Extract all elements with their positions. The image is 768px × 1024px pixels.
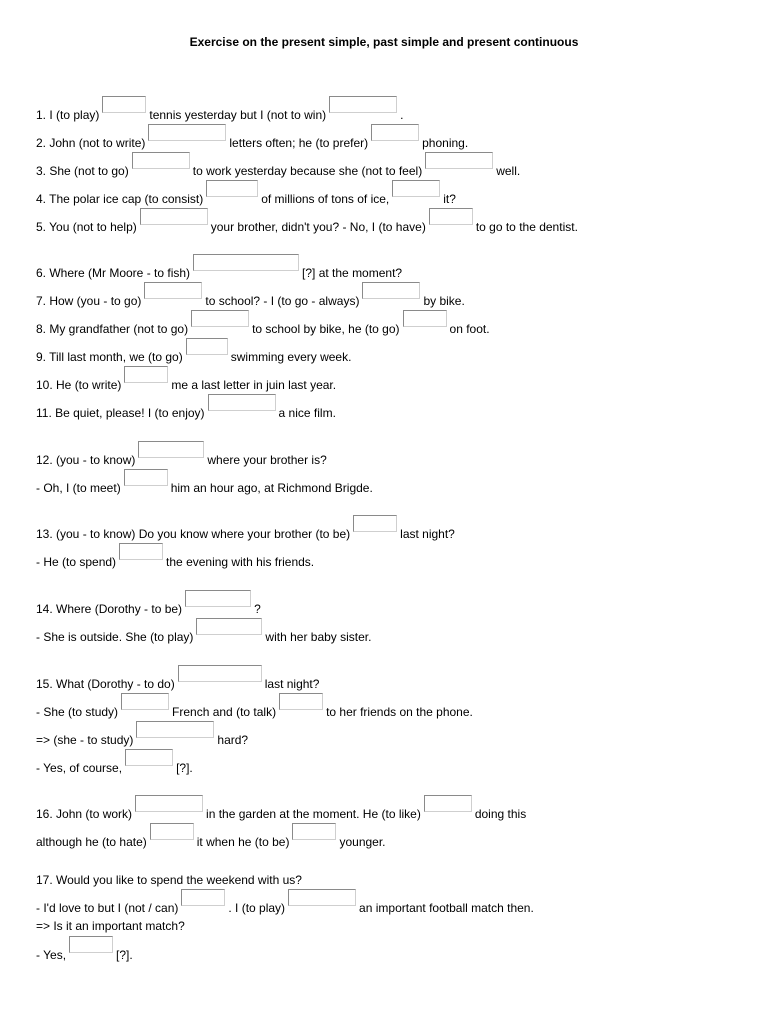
exercise-text: me a last letter in juin last year. <box>171 378 337 392</box>
exercise-text: to school? - I (to go - always) <box>205 294 360 308</box>
answer-field[interactable] <box>196 618 262 635</box>
answer-field[interactable] <box>140 208 208 225</box>
exercise-text: it when he (to be) <box>196 835 290 849</box>
exercise-line <box>36 804 526 824</box>
exercise-line <box>36 347 351 367</box>
answer-field[interactable] <box>132 152 190 169</box>
exercise-text: - She (to study) <box>36 705 119 719</box>
exercise-text: doing this <box>474 807 527 821</box>
exercise-text: - Yes, of course, <box>36 761 123 775</box>
exercise-line <box>36 599 261 619</box>
page-title: Exercise on the present simple, past simple and present continuous <box>189 35 579 49</box>
exercise-line <box>36 450 327 470</box>
exercise-line <box>36 870 302 890</box>
answer-field[interactable] <box>181 889 225 906</box>
answer-field[interactable] <box>424 795 472 812</box>
exercise-text: swimming every week. <box>230 350 352 364</box>
exercise-text: 8. My grandfather (not to go) <box>36 322 189 336</box>
exercise-text: letters often; he (to prefer) <box>229 136 369 150</box>
exercise-text: 4. The polar ice cap (to consist) <box>36 192 204 206</box>
exercise-text: tennis yesterday but I (not to win) <box>149 108 327 122</box>
exercise-line <box>36 105 403 125</box>
answer-field[interactable] <box>102 96 146 113</box>
exercise-text: an important football match then. <box>359 901 534 915</box>
exercise-text: 15. What (Dorothy - to do) <box>36 677 175 691</box>
exercise-text: 16. John (to work) <box>36 807 133 821</box>
exercise-text: the evening with his friends. <box>166 555 315 569</box>
exercise-text: - Oh, I (to meet) <box>36 481 121 495</box>
answer-field[interactable] <box>178 665 262 682</box>
exercise-text: - He (to spend) <box>36 555 117 569</box>
exercise-text: 13. (you - to know) Do you know where your brother (to be) <box>36 527 351 541</box>
exercise-line <box>36 161 520 181</box>
exercise-text: 11. Be quiet, please! I (to enjoy) <box>36 406 205 420</box>
answer-field[interactable] <box>292 823 336 840</box>
answer-field[interactable] <box>353 515 397 532</box>
answer-field[interactable] <box>392 180 440 197</box>
answer-field[interactable] <box>208 394 276 411</box>
answer-field[interactable] <box>124 469 168 486</box>
exercise-line <box>36 702 473 722</box>
exercise-text: 2. John (not to write) <box>36 136 146 150</box>
exercise-text: [?] at the moment? <box>302 266 403 280</box>
exercise-text: 1. I (to play) <box>36 108 100 122</box>
exercise-text: with her baby sister. <box>265 630 372 644</box>
exercise-text: by bike. <box>423 294 465 308</box>
exercise-text: younger. <box>339 835 386 849</box>
exercise-line <box>36 189 456 209</box>
answer-field[interactable] <box>193 254 299 271</box>
exercise-text: [?]. <box>176 761 193 775</box>
exercise-text: 12. (you - to know) <box>36 453 136 467</box>
exercise-text: hard? <box>217 733 249 747</box>
answer-field[interactable] <box>329 96 397 113</box>
answer-field[interactable] <box>150 823 194 840</box>
exercise-text: => Is it an important match? <box>36 919 185 933</box>
exercise-text: well. <box>496 164 521 178</box>
answer-field[interactable] <box>279 693 323 710</box>
exercise-line <box>36 552 314 572</box>
answer-field[interactable] <box>144 282 202 299</box>
exercise-line <box>36 758 193 778</box>
exercise-line <box>36 945 133 965</box>
exercise-text: . <box>400 108 404 122</box>
answer-field[interactable] <box>206 180 258 197</box>
exercise-text: him an hour ago, at Richmond Brigde. <box>170 481 373 495</box>
exercise-line <box>36 319 490 339</box>
exercise-text: it? <box>443 192 456 206</box>
answer-field[interactable] <box>124 366 168 383</box>
answer-field[interactable] <box>135 795 203 812</box>
answer-field[interactable] <box>288 889 356 906</box>
exercise-text: last night? <box>264 677 320 691</box>
answer-field[interactable] <box>371 124 419 141</box>
answer-field[interactable] <box>148 124 226 141</box>
answer-field[interactable] <box>69 936 113 953</box>
answer-field[interactable] <box>121 693 169 710</box>
exercise-text: last night? <box>400 527 455 541</box>
exercise-text: to work yesterday because she (not to feel) <box>192 164 423 178</box>
answer-field[interactable] <box>119 543 163 560</box>
exercise-line <box>36 627 371 647</box>
exercise-text: although he (to hate) <box>36 835 147 849</box>
exercise-text: 7. How (you - to go) <box>36 294 142 308</box>
exercise-text: 6. Where (Mr Moore - to fish) <box>36 266 191 280</box>
exercise-text: in the garden at the moment. He (to like) <box>206 807 421 821</box>
exercise-text: your brother, didn't you? - No, I (to have) <box>210 220 426 234</box>
exercise-line <box>36 375 336 395</box>
exercise-text: phoning. <box>422 136 469 150</box>
exercise-text: - She is outside. She (to play) <box>36 630 194 644</box>
exercise-text: 9. Till last month, we (to go) <box>36 350 183 364</box>
exercise-line <box>36 217 578 237</box>
exercise-line <box>36 730 248 750</box>
exercise-text: . I (to play) <box>228 901 286 915</box>
exercise-text: to go to the dentist. <box>475 220 578 234</box>
exercise-line <box>36 832 386 852</box>
exercise-line <box>36 524 455 544</box>
exercise-text: to school by bike, he (to go) <box>252 322 400 336</box>
exercise-text: a nice film. <box>278 406 336 420</box>
exercise-text: => (she - to study) <box>36 733 134 747</box>
exercise-text: where your brother is? <box>207 453 327 467</box>
exercise-text: - Yes, <box>36 948 67 962</box>
exercise-line <box>36 916 185 936</box>
exercise-line <box>36 478 373 498</box>
exercise-text: 10. He (to write) <box>36 378 122 392</box>
exercise-text: French and (to talk) <box>172 705 277 719</box>
exercise-text: [?]. <box>116 948 133 962</box>
exercise-text: 14. Where (Dorothy - to be) <box>36 602 183 616</box>
answer-field[interactable] <box>136 721 214 738</box>
answer-field[interactable] <box>403 310 447 327</box>
exercise-line <box>36 263 402 283</box>
answer-field[interactable] <box>186 338 228 355</box>
exercise-line <box>36 133 468 153</box>
exercise-text: to her friends on the phone. <box>326 705 473 719</box>
exercise-line <box>36 291 465 311</box>
exercise-text: 3. She (not to go) <box>36 164 129 178</box>
answer-field[interactable] <box>425 152 493 169</box>
exercise-line <box>36 674 319 694</box>
answer-field[interactable] <box>185 590 251 607</box>
answer-field[interactable] <box>429 208 473 225</box>
answer-field[interactable] <box>138 441 204 458</box>
answer-field[interactable] <box>125 749 173 766</box>
answer-field[interactable] <box>191 310 249 327</box>
answer-field[interactable] <box>362 282 420 299</box>
exercise-line <box>36 403 336 423</box>
exercise-text: on foot. <box>449 322 490 336</box>
exercise-text: - I'd love to but I (not / can) <box>36 901 179 915</box>
exercise-text: 17. Would you like to spend the weekend with us? <box>36 873 302 887</box>
exercise-text: 5. You (not to help) <box>36 220 137 234</box>
exercise-line <box>36 898 534 918</box>
exercise-text: ? <box>254 602 261 616</box>
exercise-text: of millions of tons of ice, <box>261 192 390 206</box>
